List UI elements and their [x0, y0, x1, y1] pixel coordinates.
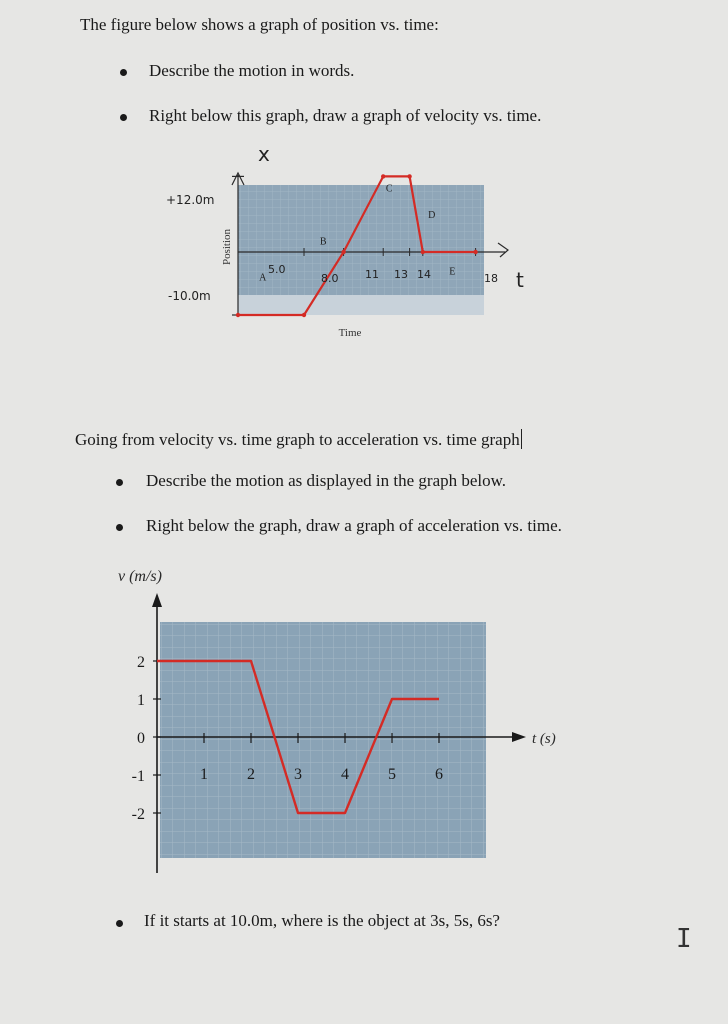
t-axis-arrow — [512, 732, 526, 742]
handwritten-time-mark: 8.0 — [321, 272, 339, 285]
position-data-point — [421, 250, 425, 254]
section2-heading-text: Going from velocity vs. time graph to acceleration vs. time graph — [75, 430, 520, 449]
velocity-time-chart — [0, 555, 728, 890]
bullet-dot — [120, 114, 127, 121]
handwritten-time-mark: 13 — [394, 268, 408, 281]
handwritten-axis-x: t — [516, 268, 524, 292]
handwritten-time-mark: 14 — [417, 268, 431, 281]
bullet-dot — [116, 920, 123, 927]
position-data-point — [407, 174, 411, 178]
v-tick-label: 2 — [137, 654, 145, 671]
t-tick-label: 4 — [341, 766, 349, 783]
section1-heading: The figure below shows a graph of position vs. time: — [80, 15, 439, 34]
position-data-point — [236, 313, 240, 317]
t-tick-label: 2 — [247, 766, 255, 783]
text-cursor-icon: I — [676, 924, 692, 954]
section1-bullet-1: Describe the motion in words. — [149, 61, 355, 80]
v-tick-label: -1 — [131, 768, 145, 785]
section2-heading — [75, 425, 522, 450]
point-label-A: A — [259, 272, 267, 284]
handwritten-top-value: +12.0m — [166, 193, 215, 207]
t-tick-label: 3 — [294, 766, 302, 783]
position-data-point — [341, 250, 345, 254]
plot-area — [238, 185, 484, 295]
section1-bullet-2: Right below this graph, draw a graph of velocity vs. time. — [149, 106, 542, 125]
v-axis-label: v (m/s) — [118, 568, 162, 585]
t-axis-label: t (s) — [532, 731, 556, 747]
bullet-dot — [120, 69, 127, 76]
handwritten-time-mark: 11 — [365, 268, 379, 281]
t-tick-label: 6 — [435, 766, 443, 783]
v-tick-label: 0 — [137, 730, 145, 747]
handwritten-time-mark: 5.0 — [268, 263, 286, 276]
point-label-D: D — [428, 209, 436, 221]
point-label-E: E — [449, 266, 456, 278]
plot-area — [160, 622, 486, 858]
point-label-C: C — [385, 183, 393, 195]
t-tick-label: 5 — [388, 766, 396, 783]
bullet-dot — [116, 524, 123, 531]
section2-bullet-1: Describe the motion as displayed in the graph below. — [146, 471, 507, 490]
text-cursor — [521, 429, 522, 449]
v-tick-label: -2 — [131, 806, 145, 823]
x-axis-label: Time — [338, 327, 362, 339]
v-tick-label: 1 — [137, 692, 145, 709]
position-data-point — [473, 250, 477, 254]
position-time-chart — [0, 135, 728, 345]
v-axis-arrow — [152, 593, 162, 607]
question-text: If it starts at 10.0m, where is the object at 3s, 5s, 6s? — [144, 911, 500, 930]
section2-bullet-2: Right below the graph, draw a graph of acceleration vs. time. — [146, 516, 562, 535]
position-data-point — [381, 174, 385, 178]
time-axis-arrow — [498, 243, 508, 257]
point-label-B: B — [319, 236, 327, 248]
handwritten-axis-y: x — [258, 142, 270, 166]
t-tick-label: 1 — [200, 766, 208, 783]
bullet-dot — [116, 479, 123, 486]
handwritten-time-mark: 18 — [484, 272, 498, 285]
position-data-point — [302, 313, 306, 317]
handwritten-bottom-value: -10.0m — [168, 289, 211, 303]
y-axis-label: Position — [221, 228, 233, 266]
